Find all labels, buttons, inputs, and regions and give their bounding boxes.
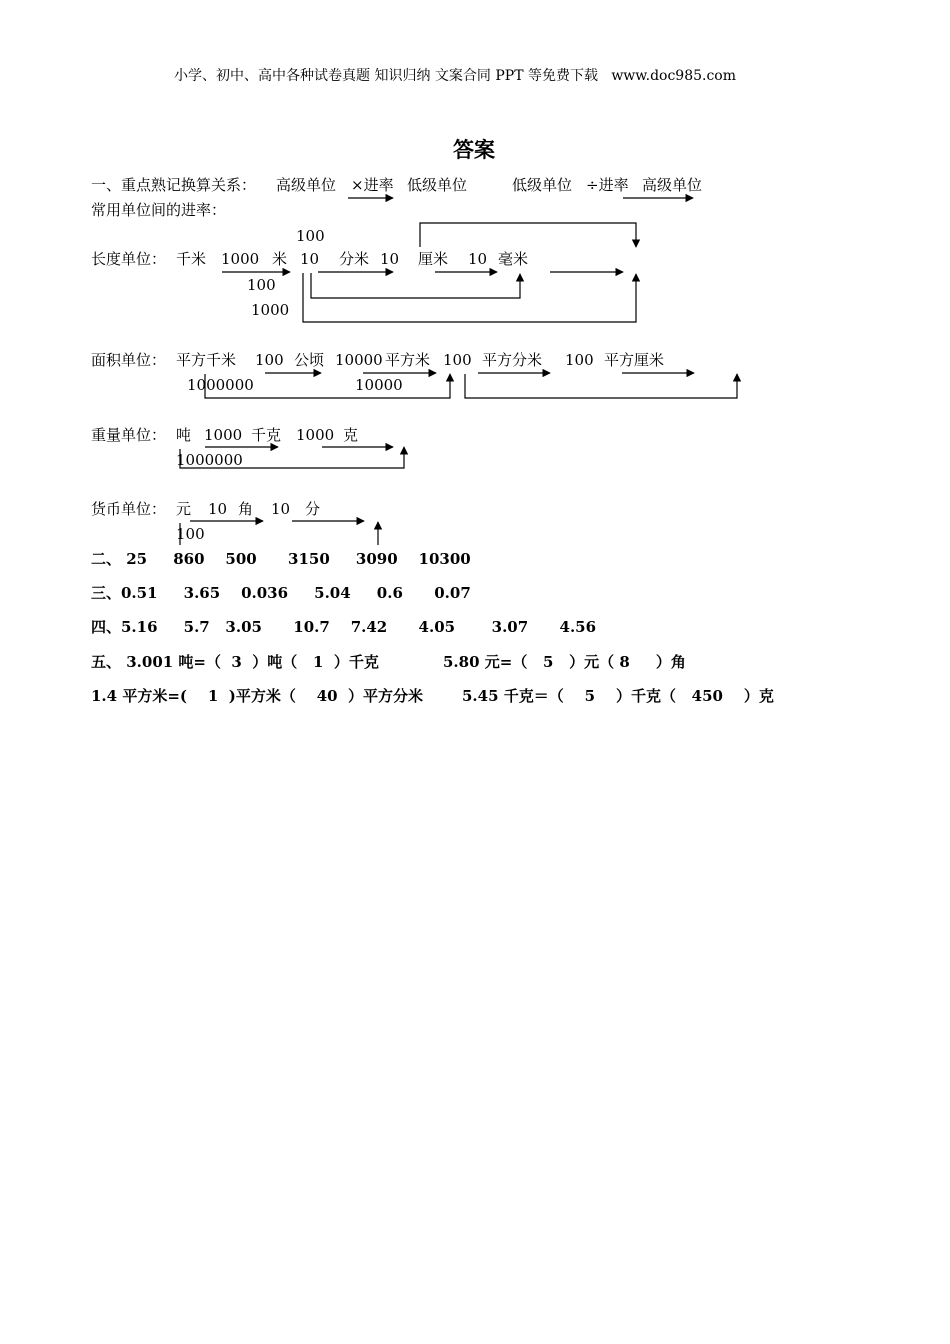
area-unit: 平方米: [385, 351, 431, 369]
money-label: 货币单位：: [91, 500, 167, 518]
answer-q5-part1: 五、 3.001 吨=（ 3 ）吨（ 1 ）千克: [91, 653, 379, 671]
length-unit: 千米: [176, 250, 207, 268]
length-unit: 分米: [339, 250, 370, 268]
answer-q6-part1: 1.4 平方米=( 1 )平方米（ 40 ）平方分米: [91, 687, 424, 705]
bracket-area-10000: [465, 374, 737, 398]
high-unit-label: 高级单位: [276, 176, 337, 194]
answer-q5-part2: 5.80 元=（ 5 ）元（ 8 ）角: [443, 653, 686, 671]
money-rate: 10: [271, 500, 291, 518]
common-rates-label: 常用单位间的进率：: [91, 201, 227, 219]
bracket-sub-100: [311, 273, 520, 298]
weight-unit: 千克: [251, 426, 282, 444]
money-unit: 元: [176, 500, 192, 518]
weight-rate: 1000: [296, 426, 335, 444]
money-unit: 角: [238, 500, 254, 518]
answer-q3: 三、0.51 3.65 0.036 5.04 0.6 0.07: [91, 584, 471, 602]
weight-unit: 克: [343, 426, 359, 444]
div-rate-label: ÷进率: [586, 176, 629, 194]
area-rate: 10000: [335, 351, 383, 369]
area-label: 面积单位：: [91, 351, 167, 369]
area-unit: 平方厘米: [604, 351, 665, 369]
money-unit: 分: [305, 500, 321, 518]
money-rate: 10: [208, 500, 228, 518]
area-rate: 100: [565, 351, 594, 369]
page-title: 答案: [453, 138, 495, 162]
length-rate: 10: [300, 250, 320, 268]
area-sub-rate: 10000: [355, 376, 403, 394]
weight-rate: 1000: [204, 426, 243, 444]
length-label: 长度单位：: [91, 250, 167, 268]
low-unit-label-2: 低级单位: [512, 176, 573, 194]
area-unit: 平方分米: [482, 351, 543, 369]
length-unit: 毫米: [498, 250, 529, 268]
area-rate: 100: [255, 351, 284, 369]
bracket-100: [420, 223, 636, 247]
low-unit-label: 低级单位: [407, 176, 468, 194]
length-top-rate: 100: [296, 227, 325, 245]
section1-intro: 一、重点熟记换算关系：: [91, 176, 257, 194]
area-unit: 公顷: [294, 351, 325, 369]
length-rate: 1000: [221, 250, 260, 268]
weight-unit: 吨: [176, 426, 192, 444]
answer-q6-part2: 5.45 千克＝（ 5 ）千克（ 450 ）克: [462, 687, 774, 705]
money-sub-rate: 100: [176, 525, 205, 543]
bracket-area-1000000: [205, 374, 450, 398]
high-unit-label-2: 高级单位: [642, 176, 703, 194]
weight-label: 重量单位：: [91, 426, 167, 444]
page-header: 小学、初中、高中各种试卷真题 知识归纳 文案合同 PPT 等免费下载 www.doc985.com: [174, 68, 737, 84]
length-unit: 厘米: [418, 250, 449, 268]
weight-sub-rate: 1000000: [176, 451, 243, 469]
length-unit: 米: [272, 250, 288, 268]
length-rate: 10: [380, 250, 400, 268]
times-rate-label: ×进率: [351, 176, 394, 194]
area-unit: 平方千米: [176, 351, 237, 369]
area-rate: 100: [443, 351, 472, 369]
length-sub-rate: 100: [247, 276, 276, 294]
length-sub-rate: 1000: [251, 301, 290, 319]
bracket-weight-1000000: [180, 447, 404, 468]
area-sub-rate: 1000000: [187, 376, 254, 394]
answer-q2: 二、 25 860 500 3150 3090 10300: [91, 550, 471, 568]
answer-q4: 四、5.16 5.7 3.05 10.7 7.42 4.05 3.07 4.56: [91, 618, 597, 636]
length-rate: 10: [468, 250, 488, 268]
